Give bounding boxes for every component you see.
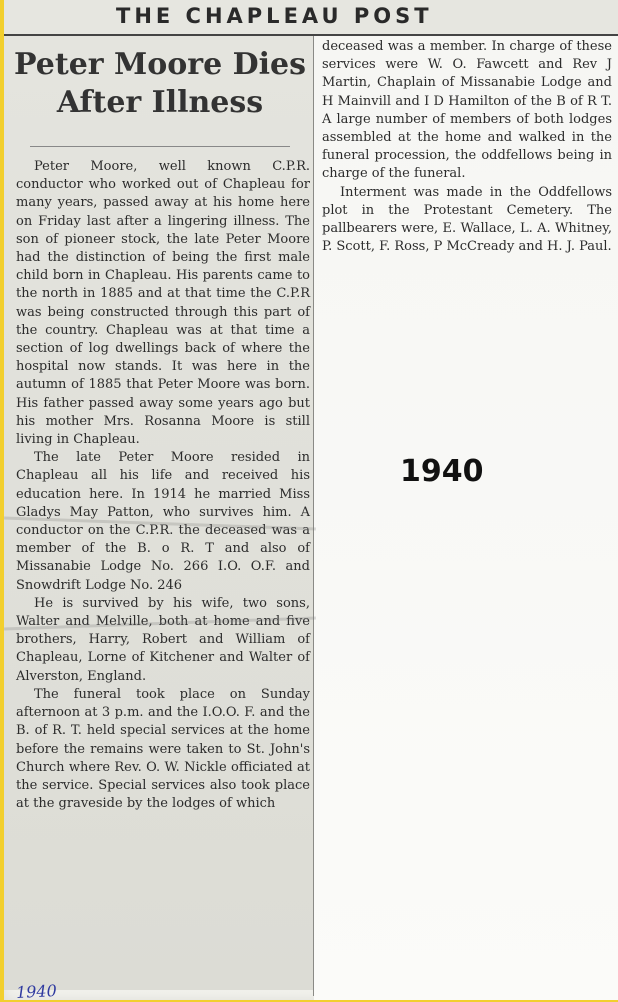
masthead-title: THE CHAPLEAU POST (116, 4, 433, 28)
article-left-column (16, 158, 310, 813)
article-right-column (322, 38, 612, 256)
article-paragraph: Peter Moore, well known C.P.R. conductor who worked out of Chapleau for many years, passed away at his home here on Friday last after a lingering illness. The son of pioneer stock, the late Peter Moore had the distinction of being the first male child born in Chapleau. His parents came to the north in 1885 and at that time the C.P.R was being constructed through this part of the country. Chapleau was at that time a section of log dwellings back of where the hospital now stands. It was here in the autumn of 1885 that Peter Moore was born. His father passed away some years ago but his mother Mrs. Rosanna Moore is still living in Chapleau. (16, 159, 310, 448)
article-paragraph: He is survived by his wife, two sons, Walter and Melville, both at home and five brothers, Harry, Robert and William of Chapleau, Lorne of Kitchener and Walter of Alverston, England. (16, 595, 310, 684)
headline-divider (30, 146, 290, 147)
headline-line-2: After Illness (56, 85, 264, 120)
article-paragraph: deceased was a member. In charge of these services were W. O. Fawcett and Rev J Martin, Chaplain of Missanabie Lodge and H Mainvill and I D Hamilton of the B of R T. A large number of members of both lodges assembled at the home and walked in the funeral procession, the oddfellows being in charge of the funeral. (322, 39, 612, 182)
masthead (4, 0, 618, 36)
article-paragraph: The late Peter Moore resided in Chapleau all his life and received his education here. In 1914 he married Miss Gladys May Patton, who survives him. A conductor on the C.P.R. the deceased was a member of the B. o R. T and also of Missanabie Lodge No. 266 I.O. O.F. and Snowdrift Lodge No. 246 (16, 450, 310, 593)
handwritten-year: 1940 (15, 980, 58, 1002)
article-paragraph: The funeral took place on Sunday afternoon at 3 p.m. and the I.O.O. F. and the B. of R. T. held special services at the home before the remains were taken to St. John's Church where Rev. O. W. Nickle officiated at the service. Special services also took place at the graveside by the lodges of which (16, 686, 310, 812)
article-paragraph: Interment was made in the Oddfellows plot in the Protestant Cemetery. The pallbearers were, E. Wallace, L. A. Whitney, P. Scott, F. Ross, P McCready and H. J. Paul. (322, 184, 612, 255)
column-divider (313, 36, 314, 996)
headline-line-1: Peter Moore Dies (14, 47, 306, 82)
year-label: 1940 (400, 454, 484, 489)
article-headline (12, 46, 308, 122)
